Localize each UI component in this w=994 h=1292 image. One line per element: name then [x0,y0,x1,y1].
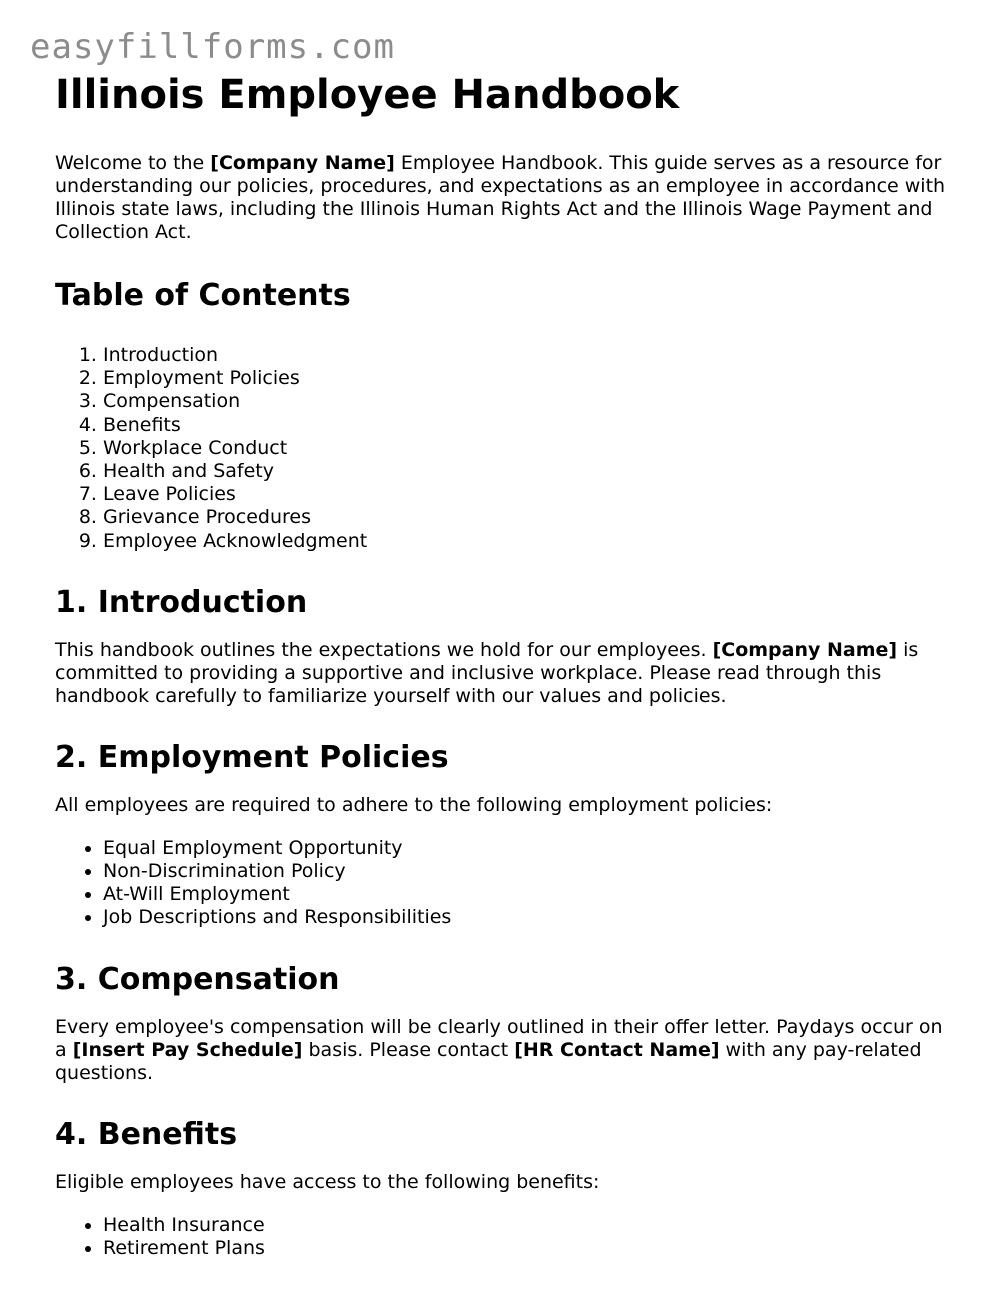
section-heading-benefits: 4. Benefits [55,1116,238,1152]
list-item: • Non-Discrimination Policy [103,860,955,883]
toc-item: 8. Grievance Procedures [103,506,955,529]
company-name-placeholder: [Company Name] [210,152,395,174]
intro-text-pre: Welcome to the [55,152,211,174]
employment-policies-paragraph: All employees are required to adhere to the following employment policies: [55,793,773,816]
toc-item: 9. Employee Acknowledgment [103,530,955,553]
toc-heading: Table of Contents [55,278,351,313]
toc-item: 2. Employment Policies [103,367,955,390]
company-name-placeholder: [Company Name] [712,638,898,661]
list-item: • Retirement Plans [103,1237,955,1260]
intro-text-post: Employee Handbook. This guide serves as a resource for understanding our policies, procedures, and expectations as an employee in accordance with Illinois state laws, including the Illinois Human Rights Act and the Illinois Wage Payment and Collection Act. [55,152,946,243]
section-heading-introduction: 1. Introduction [55,584,308,620]
introduction-paragraph [55,639,955,708]
compensation-text-pre: Every employee's compensation will be clearly outlined in their offer letter. Paydays occur on a [55,1015,943,1061]
hr-contact-placeholder: [HR Contact Name] [514,1038,720,1061]
list-item: • Health Insurance [103,1214,955,1237]
toc-list [55,344,955,553]
benefits-paragraph: Eligible employees have access to the following benefits: [55,1170,600,1193]
introduction-text-pre: This handbook outlines the expectations we hold for our employees. [55,638,713,661]
intro-paragraph [55,152,955,244]
toc-item: 3. Compensation [103,390,955,413]
toc-item: 5. Workplace Conduct [103,437,955,460]
toc-item: 6. Health and Safety [103,460,955,483]
watermark: easyfillforms.com [30,27,395,67]
toc-item: 7. Leave Policies [103,483,955,506]
toc-item: 1. Introduction [103,344,955,367]
page-title: Illinois Employee Handbook [55,72,680,118]
pay-schedule-placeholder: [Insert Pay Schedule] [72,1038,303,1061]
section-heading-employment-policies: 2. Employment Policies [55,739,449,775]
list-item: • Job Descriptions and Responsibilities [103,906,955,929]
list-item: • Equal Employment Opportunity [103,837,955,860]
compensation-paragraph [55,1016,955,1085]
list-item: • At-Will Employment [103,883,955,906]
toc-item: 4. Benefits [103,414,955,437]
benefits-list [55,1214,955,1260]
employment-policies-list [55,837,955,930]
compensation-text-mid: basis. Please contact [302,1038,515,1061]
document-page [55,72,955,1292]
introduction-text-post: is committed to providing a supportive and inclusive workplace. Please read through this handbook carefully to familiarize yourself with our values and policies. [55,638,919,707]
compensation-text-post: with any pay-related questions. [55,1038,922,1084]
section-heading-compensation: 3. Compensation [55,961,340,997]
